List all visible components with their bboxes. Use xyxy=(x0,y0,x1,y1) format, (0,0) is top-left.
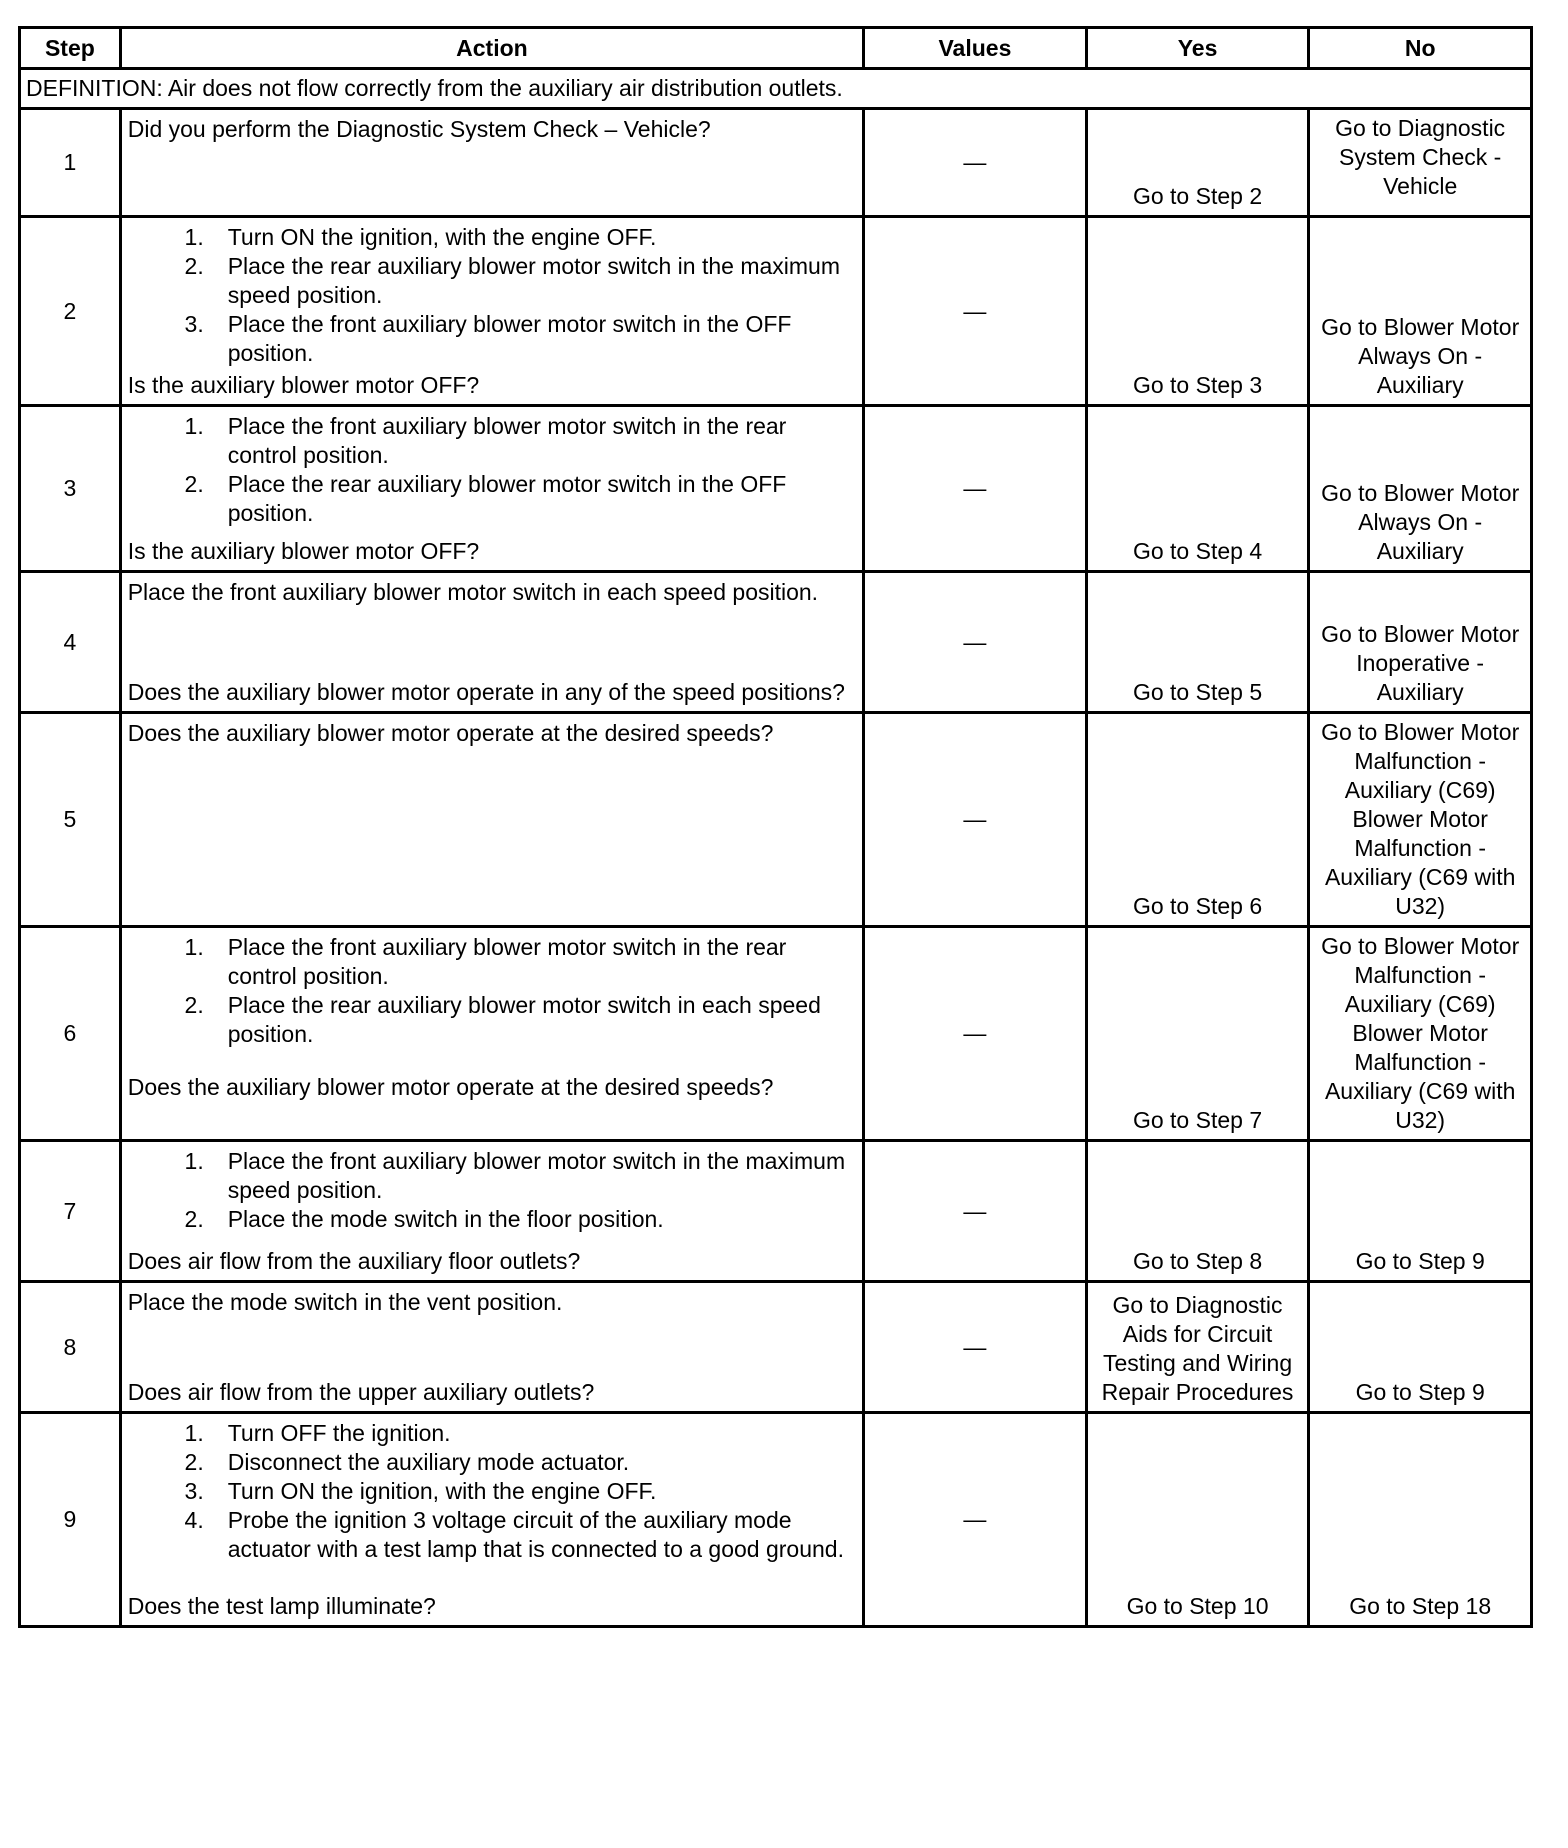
action-list-item xyxy=(128,1448,856,1477)
value-cell: — xyxy=(864,1282,1087,1413)
value-cell: — xyxy=(864,1141,1087,1282)
definition-text: DEFINITION: Air does not flow correctly from the auxiliary air distribution outlets. xyxy=(20,69,1532,109)
table-row xyxy=(20,406,1532,572)
list-number: 2. xyxy=(184,992,204,1018)
list-text: Turn OFF the ignition. xyxy=(227,1420,451,1446)
table-row xyxy=(20,1413,1532,1627)
list-number: 4. xyxy=(184,1507,204,1533)
action-cell xyxy=(120,109,863,217)
action-list-item xyxy=(128,1419,856,1448)
step-number: 7 xyxy=(20,1141,121,1282)
list-text: Place the front auxiliary blower motor switch in the rear control position. xyxy=(227,934,787,989)
list-number: 1. xyxy=(184,413,204,439)
action-intro: Does the auxiliary blower motor operate at the desired speeds? xyxy=(127,720,774,746)
list-text: Place the front auxiliary blower motor switch in the rear control position. xyxy=(227,413,787,468)
no-cell: Go to Blower Motor Malfunction - Auxiliary (C69) Blower Motor Malfunction - Auxiliary (C69 with U32) xyxy=(1309,713,1532,927)
action-cell xyxy=(120,927,863,1141)
action-intro: Did you perform the Diagnostic System Check – Vehicle? xyxy=(127,116,711,142)
diagnostic-table xyxy=(18,26,1533,1628)
action-cell xyxy=(120,572,863,713)
action-cell xyxy=(120,406,863,572)
list-number: 1. xyxy=(184,224,204,250)
no-cell: Go to Blower Motor Always On - Auxiliary xyxy=(1309,406,1532,572)
list-number: 2. xyxy=(184,1206,204,1232)
list-number: 1. xyxy=(184,934,204,960)
action-list-item xyxy=(128,470,856,528)
action-question: Does the test lamp illuminate? xyxy=(127,1593,436,1619)
table-row xyxy=(20,927,1532,1141)
step-number: 5 xyxy=(20,713,121,927)
yes-cell: Go to Step 6 xyxy=(1086,713,1309,927)
no-cell: Go to Diagnostic System Check - Vehicle xyxy=(1309,109,1532,217)
list-number: 3. xyxy=(184,1478,204,1504)
list-number: 3. xyxy=(184,311,204,337)
yes-cell: Go to Step 4 xyxy=(1086,406,1309,572)
table-row xyxy=(20,109,1532,217)
action-steps xyxy=(128,1147,856,1234)
action-steps xyxy=(128,223,856,368)
list-text: Place the rear auxiliary blower motor switch in the OFF position. xyxy=(227,471,787,526)
action-steps xyxy=(128,933,856,1049)
yes-cell: Go to Step 7 xyxy=(1086,927,1309,1141)
header-yes: Yes xyxy=(1086,28,1309,69)
action-question: Is the auxiliary blower motor OFF? xyxy=(127,538,480,564)
value-cell: — xyxy=(864,713,1087,927)
list-text: Place the rear auxiliary blower motor switch in each speed position. xyxy=(227,992,821,1047)
list-number: 2. xyxy=(184,1449,204,1475)
action-question: Does air flow from the upper auxiliary outlets? xyxy=(127,1379,595,1405)
yes-cell: Go to Step 8 xyxy=(1086,1141,1309,1282)
list-number: 2. xyxy=(184,471,204,497)
header-action: Action xyxy=(120,28,863,69)
action-list-item xyxy=(128,1147,856,1205)
list-text: Probe the ignition 3 voltage circuit of the auxiliary mode actuator with a test lamp that is connected to a good ground. xyxy=(227,1507,844,1562)
list-number: 2. xyxy=(184,253,204,279)
header-values: Values xyxy=(864,28,1087,69)
header-row xyxy=(20,28,1532,69)
list-text: Place the mode switch in the floor position. xyxy=(227,1206,664,1232)
action-list-item xyxy=(128,933,856,991)
action-list-item xyxy=(128,991,856,1049)
value-cell: — xyxy=(864,927,1087,1141)
step-number: 6 xyxy=(20,927,121,1141)
action-cell xyxy=(120,1141,863,1282)
action-list-item xyxy=(128,223,856,252)
action-cell xyxy=(120,1413,863,1627)
list-text: Turn ON the ignition, with the engine OFF. xyxy=(227,1478,657,1504)
action-list-item xyxy=(128,252,856,310)
yes-cell: Go to Diagnostic Aids for Circuit Testing and Wiring Repair Procedures xyxy=(1086,1282,1309,1413)
list-text: Turn ON the ignition, with the engine OFF. xyxy=(227,224,657,250)
action-intro: Place the front auxiliary blower motor switch in each speed position. xyxy=(127,579,819,605)
yes-cell: Go to Step 3 xyxy=(1086,217,1309,406)
yes-cell: Go to Step 5 xyxy=(1086,572,1309,713)
list-text: Place the front auxiliary blower motor switch in the OFF position. xyxy=(227,311,792,366)
step-number: 3 xyxy=(20,406,121,572)
action-list-item xyxy=(128,1506,856,1564)
step-number: 4 xyxy=(20,572,121,713)
list-number: 1. xyxy=(184,1420,204,1446)
no-cell: Go to Step 9 xyxy=(1309,1141,1532,1282)
action-steps xyxy=(128,1419,856,1564)
header-step: Step xyxy=(20,28,121,69)
table-row xyxy=(20,1282,1532,1413)
step-number: 2 xyxy=(20,217,121,406)
value-cell: — xyxy=(864,1413,1087,1627)
step-number: 9 xyxy=(20,1413,121,1627)
header-no: No xyxy=(1309,28,1532,69)
action-list-item xyxy=(128,1477,856,1506)
table-row xyxy=(20,217,1532,406)
table-row xyxy=(20,572,1532,713)
no-cell: Go to Step 9 xyxy=(1309,1282,1532,1413)
step-number: 1 xyxy=(20,109,121,217)
value-cell: — xyxy=(864,109,1087,217)
action-cell xyxy=(120,1282,863,1413)
list-text: Disconnect the auxiliary mode actuator. xyxy=(227,1449,630,1475)
value-cell: — xyxy=(864,572,1087,713)
action-question: Does the auxiliary blower motor operate at the desired speeds? xyxy=(127,1074,774,1100)
action-intro: Place the mode switch in the vent position. xyxy=(127,1289,563,1315)
no-cell: Go to Blower Motor Malfunction - Auxiliary (C69) Blower Motor Malfunction - Auxiliary (C69 with U32) xyxy=(1309,927,1532,1141)
action-question: Does the auxiliary blower motor operate in any of the speed positions? xyxy=(127,679,845,705)
value-cell: — xyxy=(864,406,1087,572)
table-row xyxy=(20,1141,1532,1282)
step-number: 8 xyxy=(20,1282,121,1413)
no-cell: Go to Blower Motor Always On - Auxiliary xyxy=(1309,217,1532,406)
action-cell xyxy=(120,713,863,927)
action-question: Is the auxiliary blower motor OFF? xyxy=(127,372,480,398)
action-steps xyxy=(128,412,856,528)
yes-cell: Go to Step 10 xyxy=(1086,1413,1309,1627)
definition-row xyxy=(20,69,1532,109)
no-cell: Go to Blower Motor Inoperative - Auxiliary xyxy=(1309,572,1532,713)
action-list-item xyxy=(128,310,856,368)
list-text: Place the rear auxiliary blower motor switch in the maximum speed position. xyxy=(227,253,840,308)
action-question: Does air flow from the auxiliary floor outlets? xyxy=(127,1248,581,1274)
action-list-item xyxy=(128,412,856,470)
yes-cell: Go to Step 2 xyxy=(1086,109,1309,217)
value-cell: — xyxy=(864,217,1087,406)
list-number: 1. xyxy=(184,1148,204,1174)
table-row xyxy=(20,713,1532,927)
action-list-item xyxy=(128,1205,856,1234)
action-cell xyxy=(120,217,863,406)
list-text: Place the front auxiliary blower motor switch in the maximum speed position. xyxy=(227,1148,846,1203)
no-cell: Go to Step 18 xyxy=(1309,1413,1532,1627)
